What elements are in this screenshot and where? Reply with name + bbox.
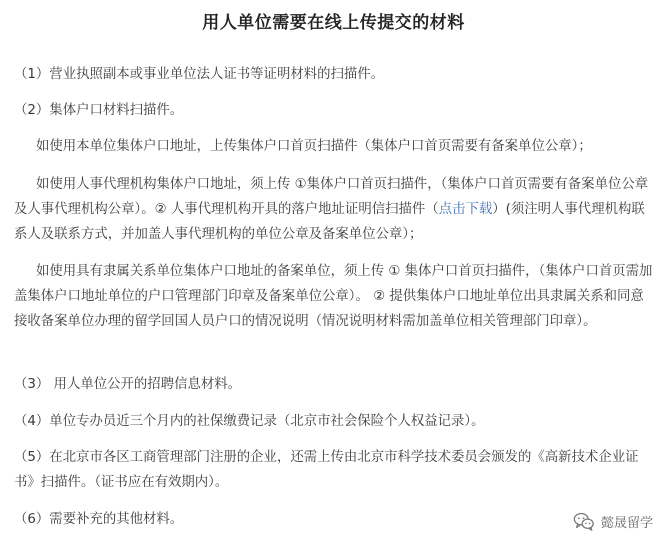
item-own-unit-hukou: 如使用本单位集体户口地址，上传集体户口首页扫描件（集体户口首页需要有备案单位公章）； [36, 139, 592, 154]
item-agency-hukou-text-b: ）(须注明人事代理机构联系人及联系方式，并加盖人事代理机构的单位公章及备案单位公章）； [14, 202, 645, 242]
watermark-text: 懿晟留学 [600, 515, 653, 531]
item-agency-hukou-text-a: 如使用人事代理机构集体户口地址，须上传 ①集体户口首页扫描件，（集体户口首页需要有备案单位公章及人事代理机构公章）。② 人事代理机构开具的落户地址证明信扫描件（ [14, 177, 649, 217]
watermark [573, 508, 653, 534]
item-affiliated-unit-hukou: 如使用具有隶属关系单位集体户口地址的备案单位，须上传 ① 集体户口首页扫描件，（集体户口首页需加盖集体户口地址单位的户口管理部门印章及备案单位公章）。 ② 提供集体户口地址单位出具隶属关系和同意接收备案单位办理的留学回国人员户口的情况说明（情况说明材料需加盖单位相关管理部门印章）。 [14, 264, 653, 329]
item-high-tech-certificate: （5）在北京市各区工商管理部门注册的企业，还需上传由北京市科学技术委员会颁发的《高新技术企业证书》扫描件。（证书应在有效期内）。 [14, 450, 639, 490]
item-other-materials: （6）需要补充的其他材料。 [14, 512, 184, 527]
item-social-insurance: （4）单位专办员近三个月内的社保缴费记录（北京市社会保险个人权益记录）。 [14, 414, 485, 429]
item-agency-hukou [14, 172, 654, 247]
item-business-license: （1）营业执照副本或事业单位法人证书等证明材料的扫描件。 [14, 67, 385, 82]
download-link[interactable]: 点击下载 [438, 202, 493, 217]
wechat-icon [573, 510, 595, 532]
item-collective-hukou: （2）集体户口材料扫描件。 [14, 103, 184, 118]
item-recruitment-info: （3） 用人单位公开的招聘信息材料。 [14, 377, 242, 392]
page-title: 用人单位需要在线上传提交的材料 [202, 13, 465, 33]
